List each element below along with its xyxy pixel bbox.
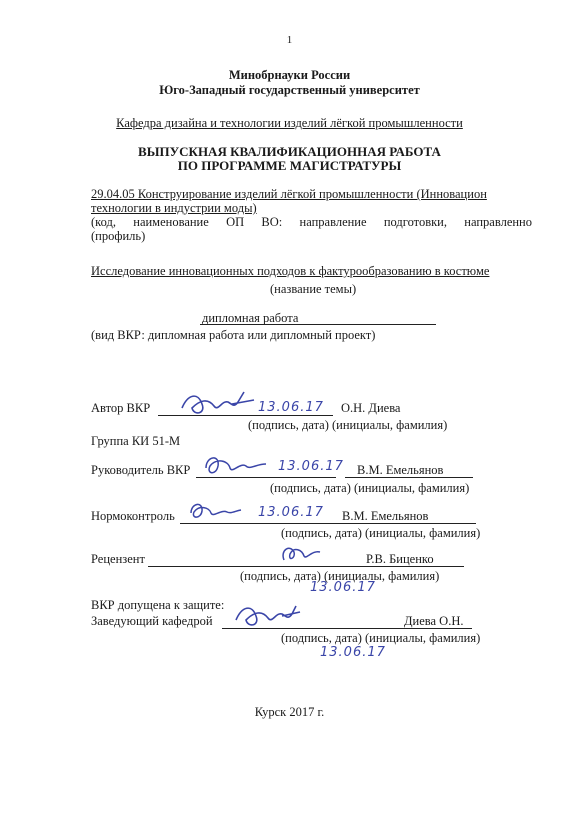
program-line1: 29.04.05 Конструирование изделий лёгкой промышленности (Инновацион — [91, 187, 487, 201]
group-label: Группа КИ 51-М — [91, 434, 181, 448]
head-caption: (подпись, дата) (инициалы, фамилия) — [281, 631, 481, 645]
document-title-line2: ПО ПРОГРАММЕ МАГИСТРАТУРЫ — [177, 158, 402, 173]
university-name: Юго-Западный государственный университет — [159, 83, 420, 97]
supervisor-name-line — [345, 477, 473, 478]
normcontrol-name-line — [336, 523, 476, 524]
author-label: Автор ВКР — [91, 401, 151, 415]
supervisor-date: 13.06.17 — [278, 459, 344, 474]
work-type-caption: (вид ВКР: дипломная работа или дипломный проект) — [91, 328, 376, 342]
reviewer-date: 13.06.17 — [310, 580, 376, 595]
head-date: 13.06.17 — [320, 645, 386, 660]
normcontrol-date: 13.06.17 — [258, 505, 324, 520]
normcontrol-caption: (подпись, дата) (инициалы, фамилия) — [281, 526, 481, 540]
program-line2: технологии в индустрии моды) — [91, 201, 257, 215]
author-signature-image — [178, 386, 258, 420]
head-of-department-label: Заведующий кафедрой — [91, 614, 213, 628]
reviewer-name: Р.В. Биценко — [366, 552, 434, 566]
head-name: Диева О.Н. — [404, 614, 464, 628]
normcontrol-signature-image — [185, 497, 245, 525]
reviewer-caption: (подпись, дата) (инициалы, фамилия) — [240, 569, 440, 583]
program-caption-line1: (код, наименование ОП ВО: направление подготовки, направленно — [91, 215, 532, 229]
admission-heading: ВКР допущена к защите: — [91, 598, 225, 612]
reviewer-name-line — [340, 566, 464, 567]
topic-caption: (название темы) — [270, 282, 357, 296]
program-caption-line2: (профиль) — [91, 229, 146, 243]
supervisor-name: В.М. Емельянов — [357, 463, 444, 477]
page-number: 1 — [286, 34, 293, 46]
normcontrol-label: Нормоконтроль — [91, 509, 175, 523]
work-type-underline — [200, 324, 436, 325]
head-signature-image — [232, 598, 302, 632]
normcontrol-name: В.М. Емельянов — [342, 509, 429, 523]
reviewer-label: Рецензент — [91, 552, 145, 566]
work-type: дипломная работа — [202, 311, 299, 325]
department-name: Кафедра дизайна и технологии изделий лёгкой промышленности — [116, 116, 463, 130]
supervisor-label: Руководитель ВКР — [91, 463, 191, 477]
thesis-topic: Исследование инновационных подходов к фактурообразованию в костюме — [91, 264, 490, 278]
author-caption: (подпись, дата) (инициалы, фамилия) — [248, 418, 448, 432]
city-year: Курск 2017 г. — [254, 705, 325, 719]
author-date: 13.06.17 — [258, 400, 324, 415]
document-title-line1: ВЫПУСКНАЯ КВАЛИФИКАЦИОННАЯ РАБОТА — [138, 144, 441, 159]
supervisor-signature-image — [200, 450, 270, 480]
ministry-name: Минобрнауки России — [228, 68, 351, 82]
supervisor-caption: (подпись, дата) (инициалы, фамилия) — [270, 481, 470, 495]
author-name: О.Н. Диева — [341, 401, 401, 415]
reviewer-signature-image — [276, 540, 326, 568]
